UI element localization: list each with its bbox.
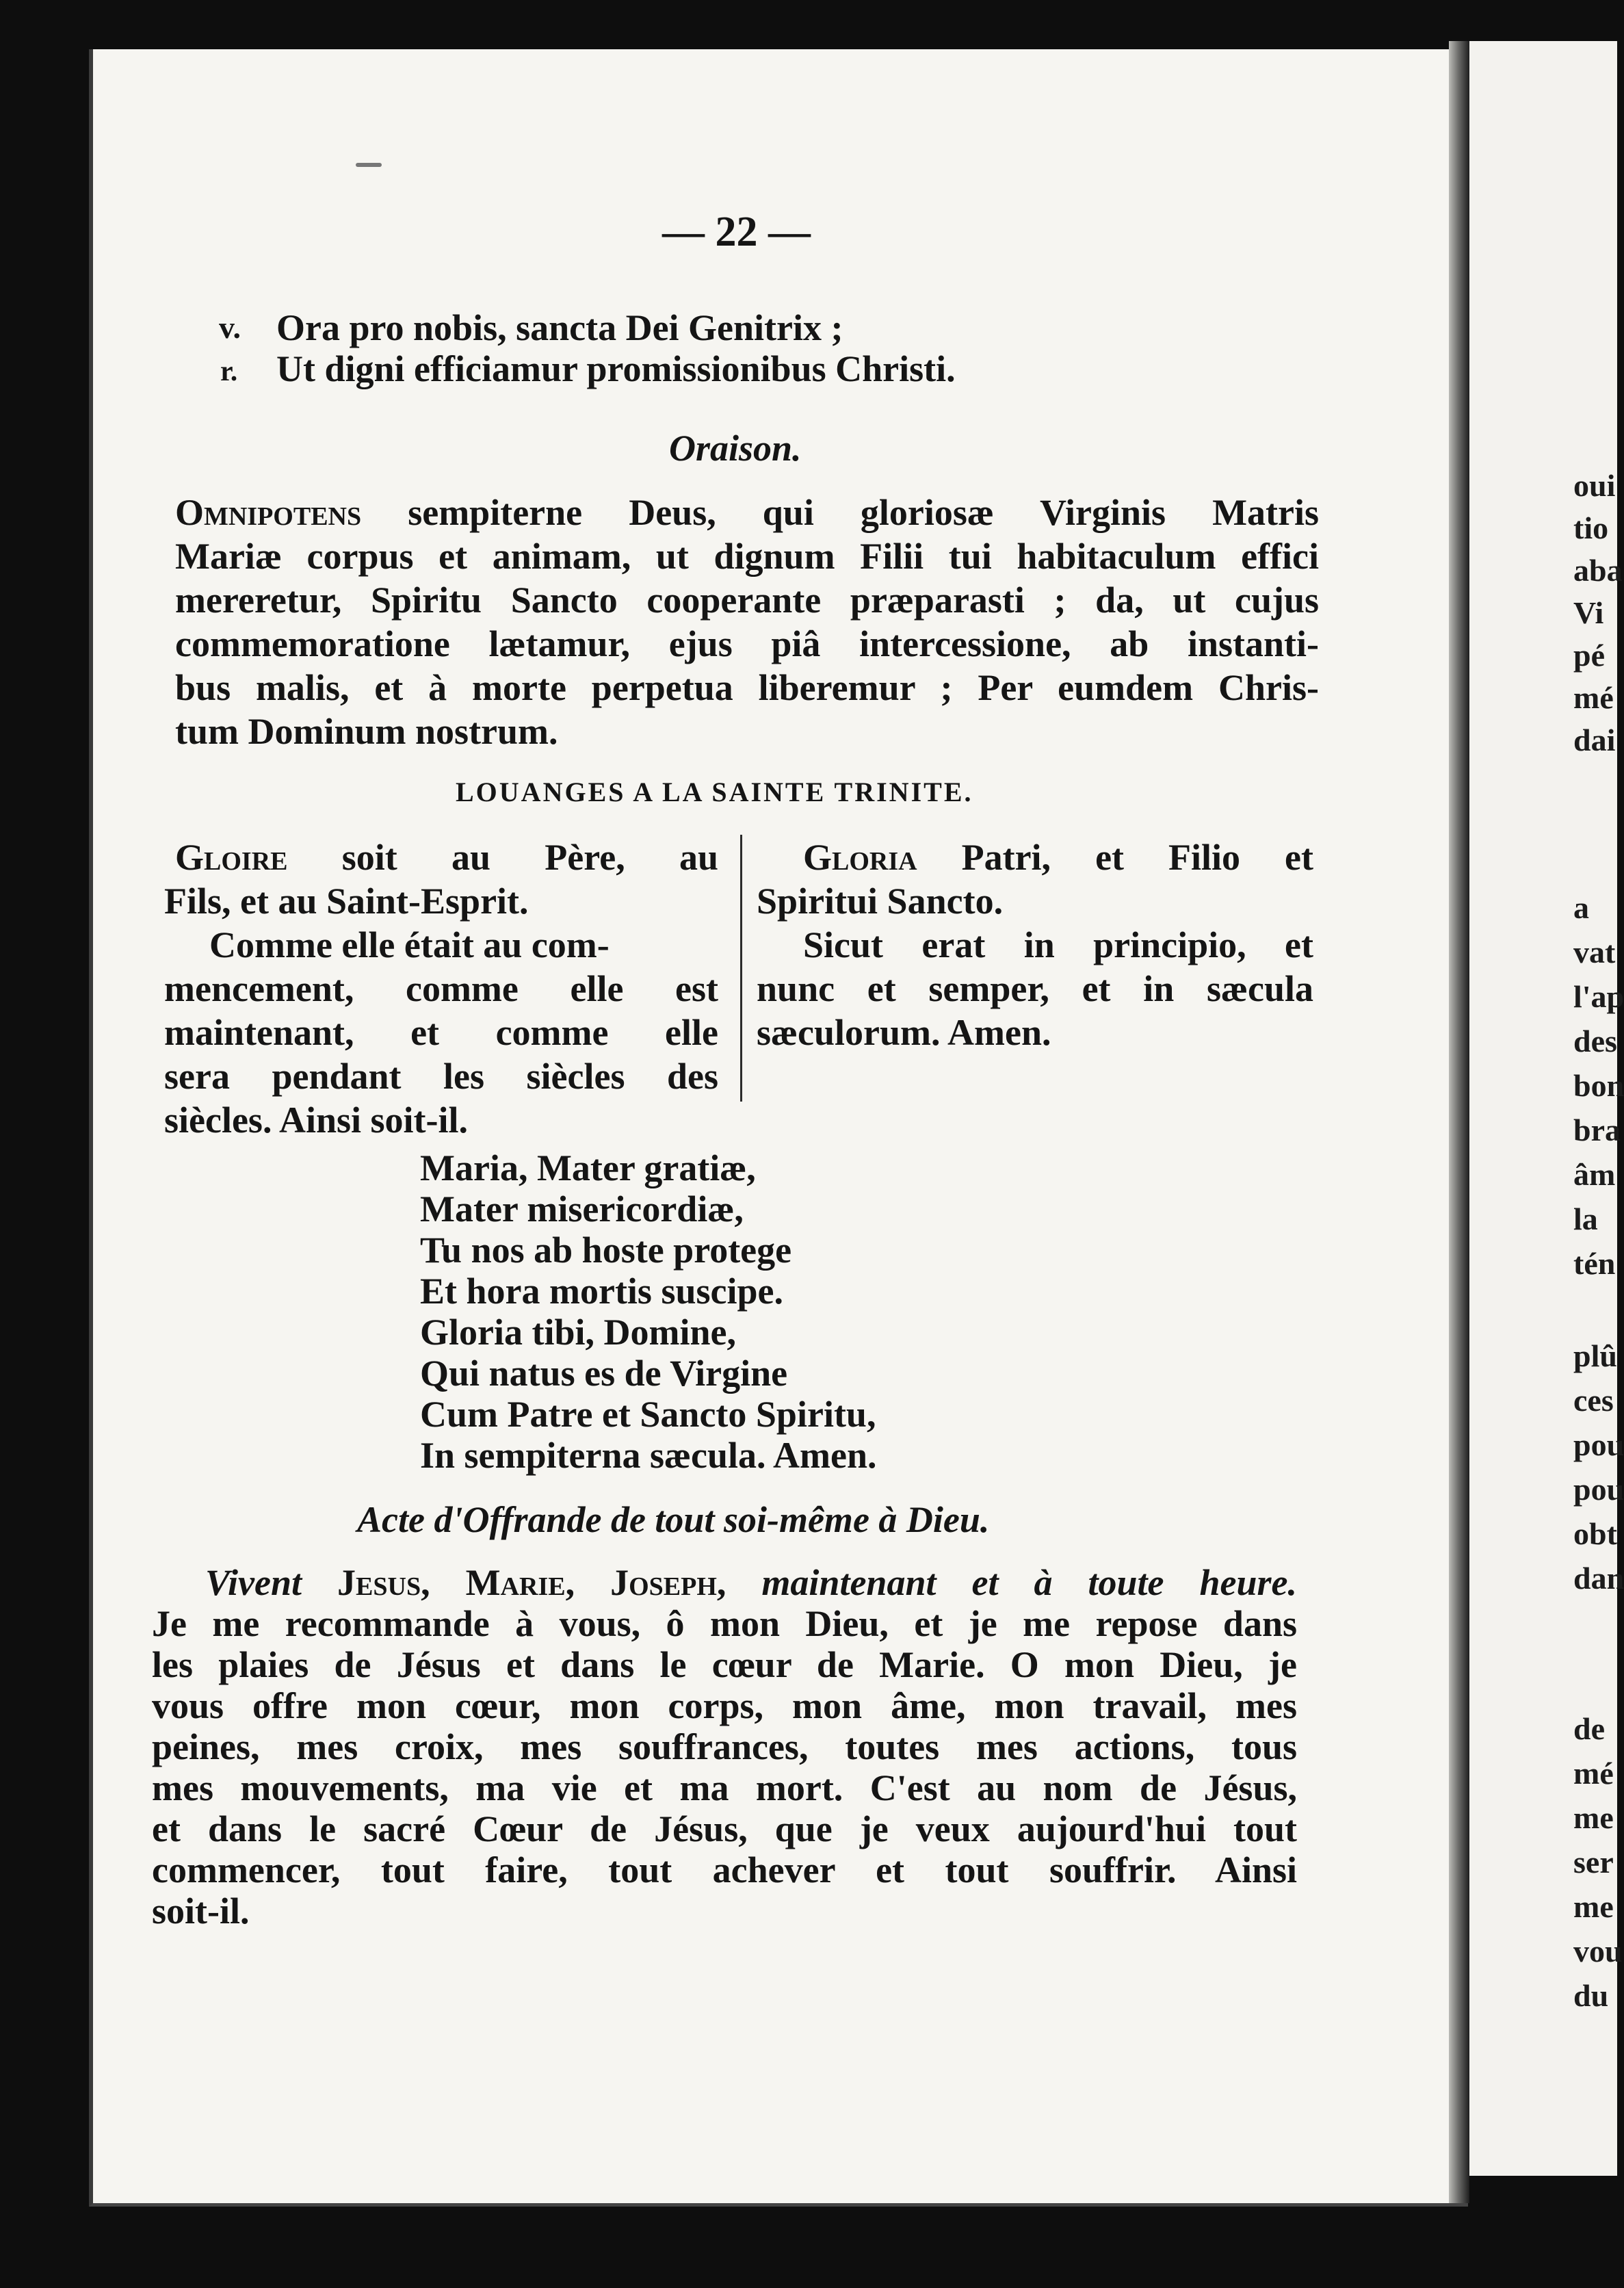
latin-line: Sicut erat in principio, et [803, 924, 1313, 965]
hymn-line: In sempiterna sæcula. Amen. [420, 1435, 877, 1476]
latin-line: Gloria Patri, et Filio et [803, 837, 1313, 878]
facing-fragment: vat [1573, 935, 1616, 970]
oraison-first-word: Omnipotens [175, 492, 362, 533]
acte-line: mes mouvements, ma vie et ma mort. C'est au nom de Jésus, [152, 1767, 1297, 1808]
versicle-mark: v. [219, 310, 241, 345]
acte-line: peines, mes croix, mes souffrances, toutes mes actions, tous [152, 1726, 1297, 1767]
hymn-line: Et hora mortis suscipe. [420, 1271, 783, 1312]
hymn-line: Gloria tibi, Domine, [420, 1312, 736, 1353]
french-line: maintenant, et comme elle [164, 1012, 718, 1053]
facing-page [1469, 41, 1624, 2176]
oraison-line: tum Dominum nostrum. [175, 711, 558, 752]
facing-fragment: mé [1573, 1756, 1614, 1791]
facing-fragment: du [1573, 1978, 1609, 2013]
acte-names: Jesus, Marie, Joseph, [337, 1562, 726, 1603]
page-gutter [1449, 41, 1469, 2203]
facing-fragment: âm [1573, 1157, 1616, 1192]
facing-fragment: la [1573, 1201, 1598, 1236]
facing-fragment: me [1573, 1889, 1614, 1924]
oraison-line: Omnipotens sempiterne Deus, qui gloriosæ Virginis Matris [175, 492, 1320, 533]
facing-fragment: me [1573, 1800, 1614, 1835]
facing-fragment: vou [1573, 1934, 1623, 1968]
oraison-heading: Oraison. [669, 428, 802, 469]
facing-fragment: bon [1573, 1068, 1624, 1103]
facing-fragment: Vi [1573, 595, 1604, 630]
facing-fragment: ser [1573, 1845, 1614, 1880]
latin-line: Spiritui Sancto. [757, 881, 1004, 922]
oraison-line: commemoratione lætamur, ejus piâ intercessione, ab instanti- [175, 623, 1319, 664]
louanges-heading: LOUANGES A LA SAINTE TRINITE. [456, 777, 973, 807]
facing-fragment: pou [1573, 1472, 1624, 1507]
facing-fragment: dai [1573, 723, 1616, 757]
latin-line: nunc et semper, et in sæcula [757, 968, 1313, 1009]
oraison-line: bus malis, et à morte perpetua liberemur ; Per eumdem Chris- [175, 667, 1319, 708]
print-speck [356, 163, 382, 167]
facing-fragment: bra [1573, 1113, 1621, 1147]
facing-fragment: tio [1573, 510, 1609, 545]
french-line: Gloire soit au Père, au [175, 837, 719, 878]
facing-fragment: pé [1573, 638, 1605, 673]
french-first-word: Gloire [175, 837, 288, 878]
facing-fragment: plû [1573, 1338, 1617, 1373]
facing-fragment: ces [1573, 1383, 1614, 1418]
acte-line: vous offre mon cœur, mon corps, mon âme, mon travail, mes [152, 1685, 1297, 1726]
french-line: sera pendant les siècles des [164, 1056, 718, 1097]
facing-fragment: a [1573, 890, 1589, 925]
acte-line: soit-il. [152, 1890, 250, 1932]
facing-fragment: tén [1573, 1246, 1616, 1281]
facing-fragment: oui [1573, 468, 1616, 503]
facing-fragment: des [1573, 1024, 1617, 1058]
response-text: Ut digni efficiamur promissionibus Christi. [276, 348, 956, 389]
acte-line [205, 1564, 1297, 1601]
page-number: — 22 — [662, 209, 811, 255]
facing-fragment: dan [1573, 1561, 1624, 1596]
acte-opening: Vivent [205, 1562, 302, 1603]
response-mark: r. [220, 356, 238, 387]
facing-fragment: de [1573, 1711, 1605, 1746]
facing-fragment: pou [1573, 1427, 1624, 1462]
hymn-line: Qui natus es de Virgine [420, 1353, 788, 1394]
hymn-line: Mater misericordiæ, [420, 1188, 744, 1230]
oraison-line: Mariæ corpus et animam, ut dignum Filii tui habitaculum effici [175, 536, 1319, 577]
column-divider [740, 835, 742, 1102]
acte-line: Je me recommande à vous, ô mon Dieu, et je me repose dans [152, 1603, 1297, 1644]
acte-line: commencer, tout faire, tout achever et tout souffrir. Ainsi [152, 1849, 1297, 1890]
hymn-line: Tu nos ab hoste protege [420, 1230, 792, 1271]
french-line: Fils, et au Saint-Esprit. [164, 881, 529, 922]
acte-heading: Acte d'Offrande de tout soi-même à Dieu. [357, 1499, 990, 1540]
latin-line: sæculorum. Amen. [757, 1012, 1051, 1053]
acte-line: et dans le sacré Cœur de Jésus, que je veux aujourd'hui tout [152, 1808, 1297, 1849]
french-line: siècles. Ainsi soit-il. [164, 1100, 468, 1141]
versicle-text: Ora pro nobis, sancta Dei Genitrix ; [276, 307, 843, 348]
facing-fragment: mé [1573, 680, 1614, 715]
facing-fragment: l'ap [1573, 979, 1624, 1014]
french-line: mencement, comme elle est [164, 968, 718, 1009]
acte-opening-tail: maintenant et à toute heure. [761, 1562, 1298, 1603]
hymn-line: Cum Patre et Sancto Spiritu, [420, 1394, 876, 1435]
oraison-line: mereretur, Spiritu Sancto cooperante præparasti ; da, ut cujus [175, 580, 1319, 621]
french-line: Comme elle était au com- [209, 924, 610, 965]
latin-first-word: Gloria [803, 837, 917, 878]
acte-line: les plaies de Jésus et dans le cœur de Marie. O mon Dieu, je [152, 1644, 1297, 1685]
facing-fragment: aba [1573, 553, 1623, 588]
facing-fragment: obt [1573, 1516, 1617, 1551]
hymn-line: Maria, Mater gratiæ, [420, 1147, 756, 1188]
